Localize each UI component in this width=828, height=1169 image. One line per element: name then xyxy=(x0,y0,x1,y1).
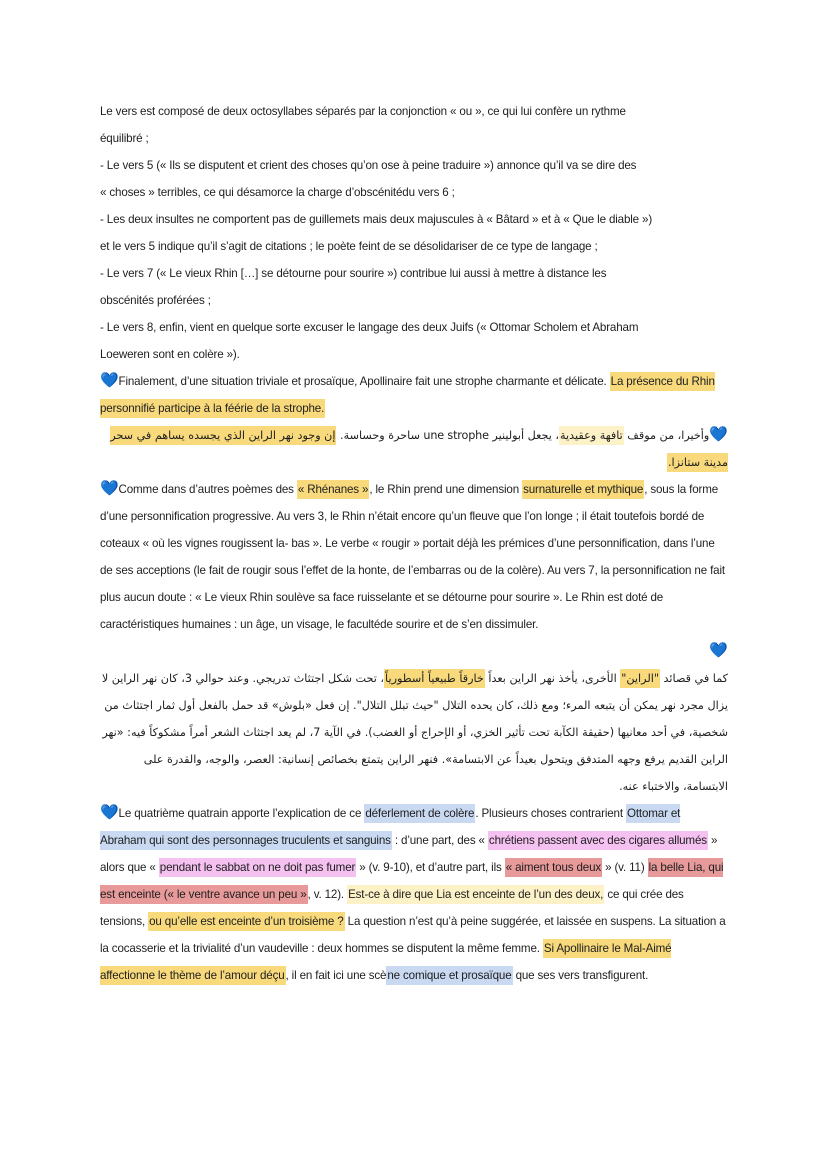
blue-heart-icon: 💙 xyxy=(709,425,728,443)
blue-heart-icon: 💙 xyxy=(100,480,119,497)
highlight-yellow: خارقاً طبيعياً أسطورياً xyxy=(384,669,485,688)
paragraph-insults: - Les deux insultes ne comportent pas de guillemets mais deux majuscules à « Bâtard » et à « Que le diable ») et le vers 5 indique qu’il s’agit de citations ; le poète feint de se désolidariser de ce type de langage ; xyxy=(100,213,653,253)
paragraph-quatrieme-quatrain: 💙Le quatrième quatrain apporte l’explication de ce déferlement de colère. Plusieurs choses contrarient Ottomar et Abraham qui sont des personnages truculents et sanguins : d’une part, des « chrétiens passent avec des cigares allumés » alors que « pendant le sabbat on ne doit pas fumer » (v. 9-10), et d’autre part, ils « aiment tous deux » (v. 11) la belle Lia, qui est enceinte (« le ventre avance un peu », v. 12). Est-ce à dire que Lia est enceinte de l’un des deux, ce qui crée des tensions, ou qu’elle est enceinte d’un troisième ? La question n’est qu’à peine suggérée, et laissée en suspens. La situation a la cocasserie et la trivialité d’un vaudeville : deux hommes se disputent la même femme. Si Apollinaire le Mal-Aimé affectionne le thème de l’amour déçu, il en fait ici une scène comique et prosaïque que ses vers transfigurent. xyxy=(100,800,728,989)
paragraph-verse-8: - Le vers 8, enfin, vient en quelque sorte excuser le langage des deux Juifs (« Ottomar Scholem et Abraham Loeweren sont en colère »). xyxy=(100,321,639,361)
blue-heart-icon: 💙 xyxy=(100,372,119,389)
highlight-yellow: "الراين" xyxy=(620,669,660,688)
paragraph-arabic-rhenanes: 💙 كما في قصائد "الراين" الأخرى، يأخذ نهر الراين بعداً خارقاً طبيعياً أسطورياً، تحت شكل اجتثاث تدريجي. وعند حوالي 3، كان نهر الراين لا يزال مجرد نهر يمكن أن يتبعه المرء؛ ومع ذلك، كان يحده التلال "حيث تبلل التلال". إن فعل «بلوش» قد حمل بالفعل أول ثمار اجتثاث من شخصية، في أحد معانيها (حقيقة الكآبة تحت تأثير الخزي، أو الإحراج أو الغضب). في الآية 7، لم يعد اجتثاث الشعر أمراً مشكوكاً فيه: «نهر الراين القديم يرفع وجهه المتدفق ويتحول بعيداً عن الابتسامة». فنهر الراين يتمتع بخصائص إنسانية: العصر، والوجه، والقدرة على الابتسامة، والاختباء عنه. xyxy=(101,641,728,793)
highlight-yellow: La présence du Rhin personnifié participe à la féérie de la strophe. xyxy=(100,372,715,418)
highlight-blue: Ottomar et Abraham qui sont des personnages truculents et sanguins xyxy=(100,804,680,850)
paragraph-verse-7: - Le vers 7 (« Le vieux Rhin […] se détourne pour sourire ») contribue lui aussi à mettre à distance les obscénités proférées ; xyxy=(100,267,607,307)
highlight-yellow: Si Apollinaire le Mal-Aimé affectionne le thème de l’amour déçu xyxy=(100,939,671,985)
highlight-yellow: surnaturelle et mythique xyxy=(522,480,644,499)
highlight-blue: ne comique et prosaïque xyxy=(386,966,512,985)
highlight-yellow: « Rhénanes » xyxy=(297,480,369,499)
blue-heart-icon: 💙 xyxy=(100,804,119,821)
highlight-light-yellow: تافهة وعقيدية xyxy=(559,426,624,445)
highlight-pink: pendant le sabbat on ne doit pas fumer xyxy=(159,858,356,877)
paragraph-finalement: 💙Finalement, d’une situation triviale et prosaïque, Apollinaire fait une strophe charmante et délicate. La présence du Rhin personnifié participe à la féérie de la strophe. xyxy=(100,368,728,422)
highlight-red: la belle Lia, qui est enceinte (« le ventre avance un peu » xyxy=(100,858,723,904)
paragraph-arabic-finalement: 💙وأخيرا، من موقف تافهة وعقيدية، يجعل أبولينير une strophe ساحرة وحساسة. إن وجود نهر الراين الذي يجسده يساهم في سحر مدينة ستانزا. xyxy=(100,422,728,476)
highlight-red: « aiment tous deux xyxy=(505,858,602,877)
paragraph-rhenanes: 💙Comme dans d’autres poèmes des « Rhénanes », le Rhin prend une dimension surnaturelle et mythique, sous la forme d’une personnification progressive. Au vers 3, le Rhin n’était encore qu’un fleuve que l’on longe ; il était toutefois bordé de coteaux « où les vignes rougissent la- bas ». Le verbe « rougir » portait déjà les prémices d’une personnification, dans l’une de ses acceptions (le fait de rougir sous l’effet de la honte, de l’embarras ou de la colère). Au vers 7, la personnification ne fait plus aucun doute : « Le vieux Rhin soulève sa face ruisselante et se détourne pour sourire ». Le Rhin est doté de caractéristiques humaines : un âge, un visage, le facultéde sourire et de s’en dissimuler. xyxy=(100,480,725,631)
highlight-pink: chrétiens passent avec des cigares allumés xyxy=(488,831,708,850)
blue-heart-icon: 💙 xyxy=(709,641,728,659)
paragraph-verse-5: - Le vers 5 (« Ils se disputent et crient des choses qu’on ose à peine traduire ») annonce qu’il va se dire des « choses » terribles, ce qui désamorce la charge d’obscénitédu vers 6 ; xyxy=(100,159,637,199)
document-body xyxy=(100,98,728,989)
highlight-yellow: إن وجود نهر الراين الذي يجسده يساهم في سحر مدينة ستانزا. xyxy=(110,426,728,472)
paragraph-rhythm: Le vers est composé de deux octosyllabes séparés par la conjonction « ou », ce qui lui confère un rythme équilibré ; xyxy=(100,105,626,145)
highlight-blue: déferlement de colère xyxy=(364,804,475,823)
highlight-light-yellow: Est-ce à dire que Lia est enceinte de l’un des deux, xyxy=(347,885,604,904)
highlight-yellow: ou qu’elle est enceinte d’un troisième ? xyxy=(148,912,344,931)
